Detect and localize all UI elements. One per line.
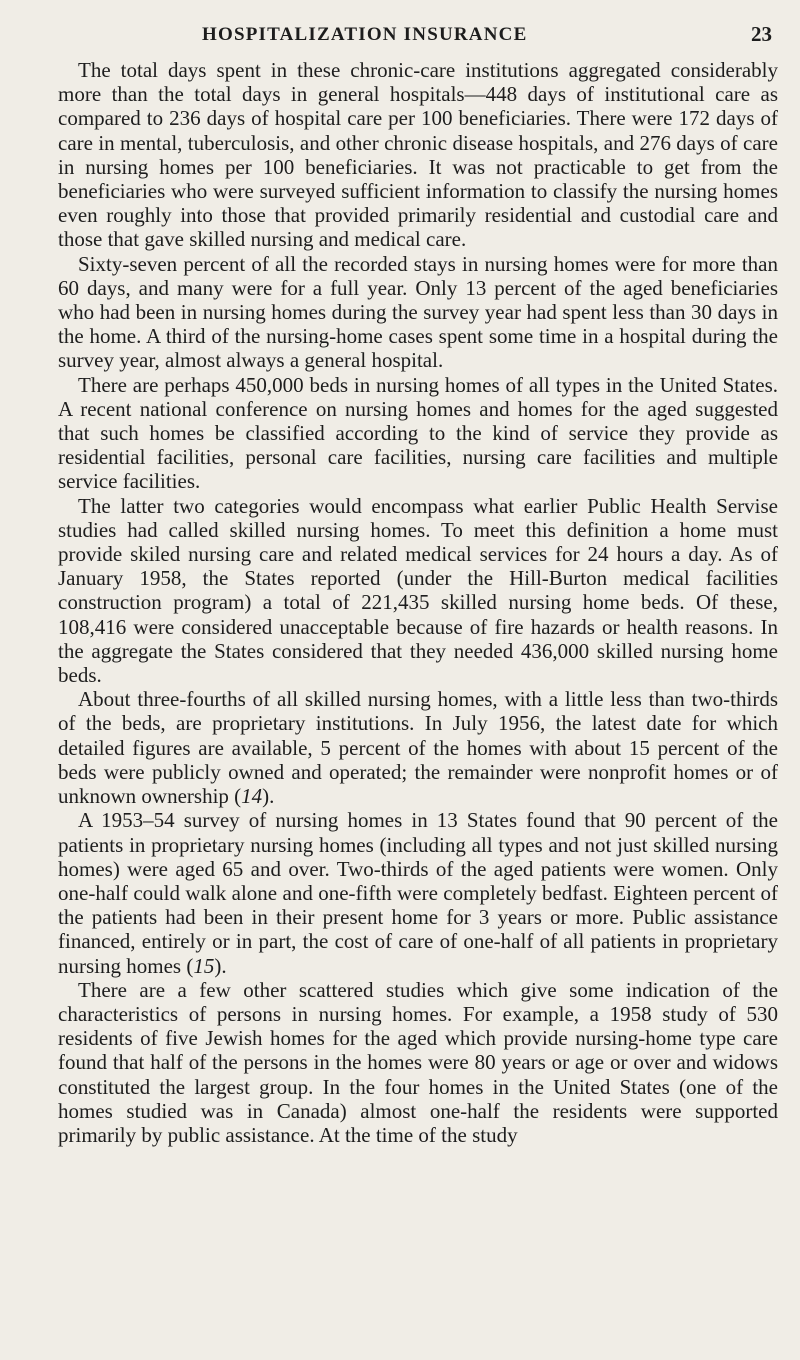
paragraph-6 — [58, 808, 778, 977]
paragraph-5-text: About three-fourths of all skilled nursing homes, with a little less than two-thirds of the beds, are proprietary institutions. In July 1956, the latest date for which detailed figures are available, 5 percent of the homes with about 15 percent of the beds were publicly owned and operated; the remainder were nonprofit homes or of unknown ownership ( — [58, 687, 778, 809]
citation-ref-14: 14 — [241, 784, 263, 809]
paragraph-2: Sixty-seven percent of all the recorded stays in nursing homes were for more than 60 days, and many were for a full year. Only 13 percent of the aged beneficiaries who had been in nursing homes during the survey year had spent less than 30 days in the home. A third of the nursing-home cases spent some time in a hospital during the survey year, almost always a general hospital. — [58, 251, 778, 373]
running-header — [58, 18, 778, 54]
paragraph-6-text: A 1953–54 survey of nursing homes in 13 States found that 90 percent of the patients in proprietary nursing homes (including all types and not just skilled nursing homes) were aged 65 and over. Two-thirds of the aged patients were women. Only one-half could walk alone and one-fifth were completely bedfast. Eighteen percent of the patients had been in their present home for 3 years or more. Public assistance financed, entirely or in part, the cost of care of one-half of all patients in proprietary nursing homes ( — [58, 808, 778, 978]
paragraph-5 — [58, 687, 778, 808]
page-number: 23 — [751, 22, 772, 46]
paragraph-6-end: ). — [214, 953, 227, 978]
paragraph-1: The total days spent in these chronic-care institutions aggregated considerably more than the total days in general hospitals—448 days of institutional care as compared to 236 days of hospital care per 100 beneficiaries. There were 172 days of care in mental, tuberculosis, and other chronic disease hospitals, and 276 days of care in nursing homes per 100 beneficiaries. It was not practicable to get from the beneficiaries who were surveyed sufficient information to classify the nursing homes even roughly into those that provided primarily residential and custodial care and those that gave skilled nursing and medical care. — [58, 58, 778, 252]
header-title: HOSPITALIZATION INSURANCE — [202, 24, 528, 45]
paragraph-3: There are perhaps 450,000 beds in nursing homes of all types in the United States. A recent national conference on nursing homes and homes for the aged suggested that such homes be classified according to the kind of service they provide as residential facilities, personal care facilities, nursing care facilities and multiple service facilities. — [58, 372, 778, 494]
paragraph-5-end: ). — [262, 784, 275, 809]
citation-ref-15: 15 — [193, 953, 215, 978]
paragraph-7: There are a few other scattered studies which give some indication of the characteristics of persons in nursing homes. For example, a 1958 study of 530 residents of five Jewish homes for the aged which provide nursing-home type care found that half of the persons in the homes were 80 years or age or over and widows constituted the largest group. In the four homes in the United States (one of the homes studied was in Canada) almost one-half the residents were supported primarily by public assistance. At the time of the study — [58, 977, 778, 1147]
body-text — [58, 58, 778, 1147]
paragraph-4: The latter two categories would encompass what earlier Public Health Servise studies had called skilled nursing homes. To meet this definition a home must provide skiled nursing care and related medical services for 24 hours a day. As of January 1958, the States reported (under the Hill-Burton medical facilities construction program) a total of 221,435 skilled nursing home beds. Of these, 108,416 were considered unacceptable because of fire hazards or health reasons. In the aggregate the States considered that they needed 436,000 skilled nursing home beds. — [58, 493, 778, 688]
